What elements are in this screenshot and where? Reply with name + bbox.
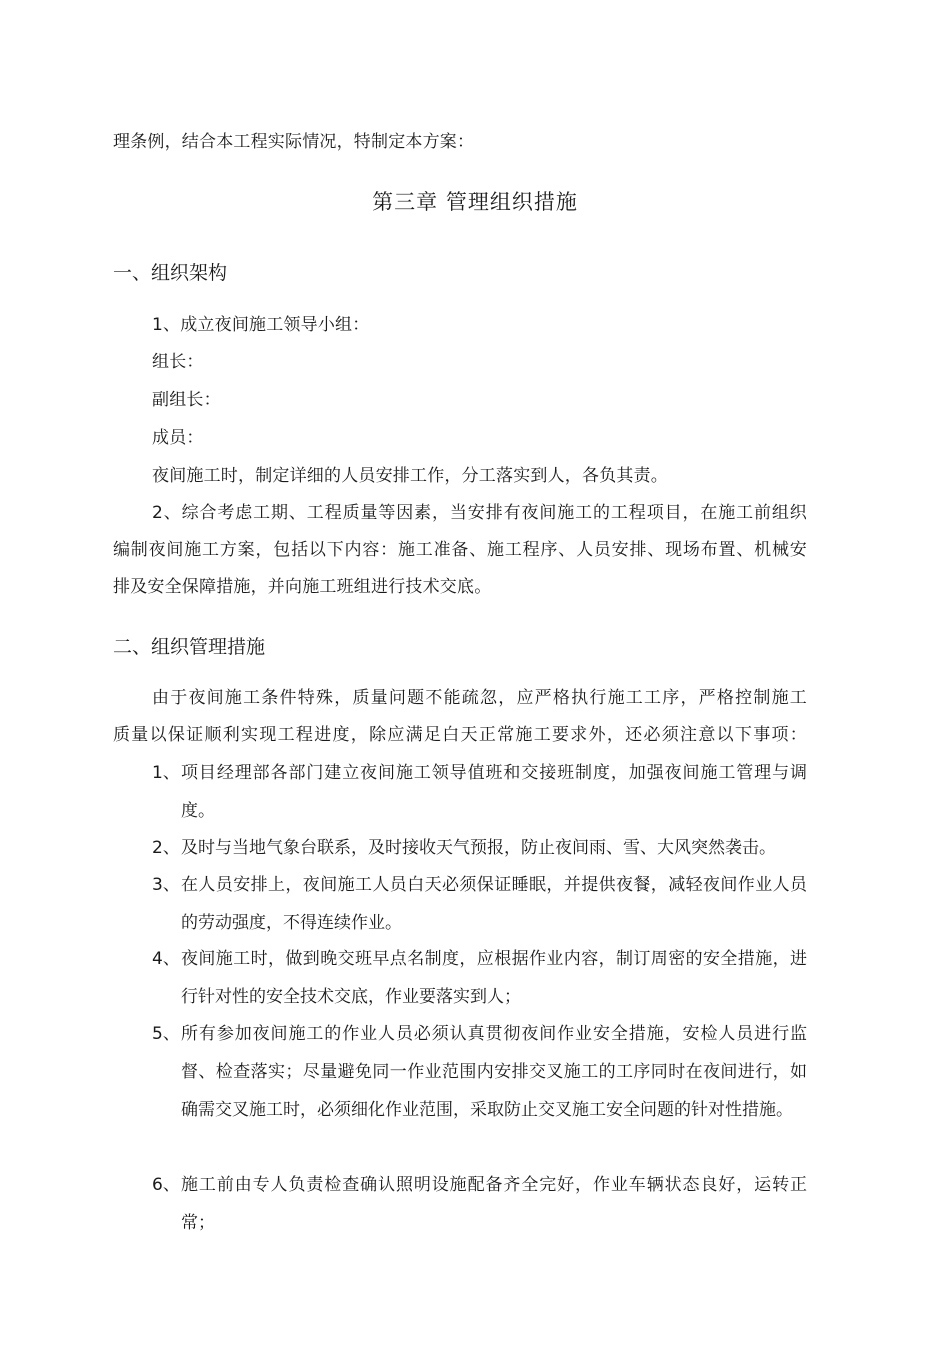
leader-label: 组长： — [152, 352, 204, 372]
section-heading-organization: 一、组织架构 — [113, 262, 228, 284]
item2-line2: 编制夜间施工方案，包括以下内容：施工准备、施工程序、人员安排、现场布置、机械安 — [113, 540, 807, 560]
list-item-number: 1、 — [152, 763, 180, 783]
section2-intro-line1: 由于夜间施工条件特殊，质量问题不能疏忽，应严格执行施工工序，严格控制施工 — [152, 688, 807, 708]
list-item-text: 在人员安排上，夜间施工人员白天必须保证睡眠，并提供夜餐，减轻夜间作业人员的劳动强度，不得连续作业。 — [181, 875, 807, 933]
list-item — [152, 1022, 807, 1129]
list-item-number: 6、 — [152, 1175, 180, 1195]
members-label: 成员： — [152, 428, 204, 448]
list-item-number: 4、 — [152, 949, 180, 969]
list-item-text: 施工前由专人负责检查确认照明设施配备齐全完好，作业车辆状态良好，运转正常； — [181, 1175, 807, 1233]
list-item — [152, 873, 807, 942]
division-note: 夜间施工时，制定详细的人员安排工作，分工落实到人，各负其责。 — [152, 466, 668, 486]
list-item — [152, 1173, 807, 1242]
list-item — [152, 761, 807, 830]
list-item-text: 及时与当地气象台联系，及时接收天气预报，防止夜间雨、雪、大风突然袭击。 — [181, 838, 776, 858]
chapter-title: 第三章 管理组织措施 — [372, 190, 578, 214]
list-item-text: 所有参加夜间施工的作业人员必须认真贯彻夜间作业安全措施，安检人员进行监督、检查落实；尽量避免同一作业范围内安排交叉施工的工序同时在夜间进行，如确需交叉施工时，必须细化作业范围，采取防止交叉施工安全问题的针对性措施。 — [181, 1024, 807, 1120]
list-item — [152, 836, 807, 867]
list-item-text: 夜间施工时，做到晚交班早点名制度，应根据作业内容，制订周密的安全措施，进行针对性的安全技术交底，作业要落实到人； — [181, 949, 807, 1007]
list-item-number: 3、 — [152, 875, 180, 895]
item1-label: 1、成立夜间施工领导小组： — [152, 315, 370, 335]
list-item-number: 2、 — [152, 838, 180, 858]
list-item-text: 项目经理部各部门建立夜间施工领导值班和交接班制度，加强夜间施工管理与调度。 — [181, 763, 807, 821]
intro-tail-text: 理条例，结合本工程实际情况，特制定本方案： — [113, 132, 475, 152]
section-heading-management: 二、组织管理措施 — [113, 636, 266, 658]
section2-intro-line2: 质量以保证顺利实现工程进度，除应满足白天正常施工要求外，还必须注意以下事项： — [113, 725, 807, 745]
deputy-leader-label: 副组长： — [152, 390, 221, 410]
list-item — [152, 947, 807, 1016]
list-item-number: 5、 — [152, 1024, 180, 1044]
item2-line3: 排及安全保障措施，并向施工班组进行技术交底。 — [113, 577, 492, 597]
item2-line1: 2、综合考虑工期、工程质量等因素，当安排有夜间施工的工程项目，在施工前组织 — [152, 503, 807, 523]
